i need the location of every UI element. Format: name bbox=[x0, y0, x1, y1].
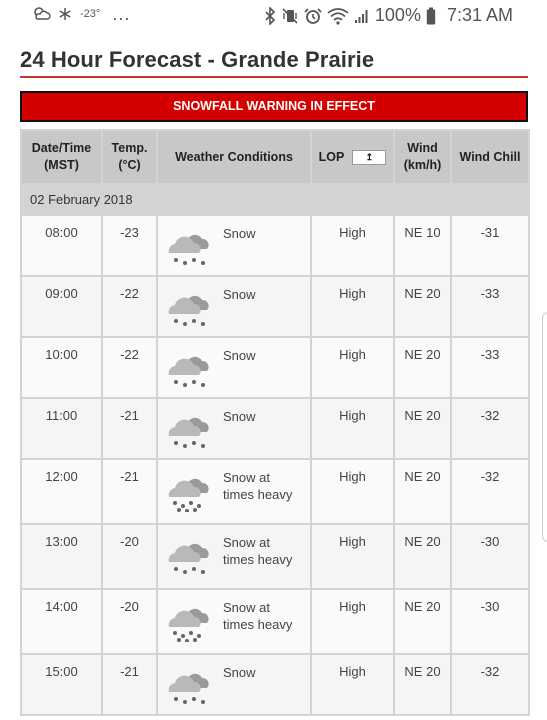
condition-text bbox=[223, 469, 292, 503]
cell-temp: -21 bbox=[102, 654, 157, 715]
snow-cloud-icon bbox=[165, 283, 211, 329]
cell-lop: High bbox=[311, 459, 394, 524]
table-row bbox=[21, 215, 529, 276]
table-row bbox=[21, 654, 529, 715]
table-row bbox=[21, 398, 529, 459]
battery-level: 100% bbox=[374, 5, 421, 25]
cell-time: 13:00 bbox=[21, 524, 102, 589]
condition-line: Snow at bbox=[223, 600, 270, 615]
cell-wind: NE 10 bbox=[394, 215, 451, 276]
cell-conditions bbox=[157, 524, 311, 589]
snowfall-warning-banner[interactable]: SNOWFALL WARNING IN EFFECT bbox=[20, 91, 528, 122]
snow-cloud-icon bbox=[165, 222, 211, 268]
cell-wind: NE 20 bbox=[394, 276, 451, 337]
alarm-icon bbox=[304, 7, 322, 25]
cell-wind-chill: -30 bbox=[451, 589, 529, 654]
condition-text bbox=[223, 225, 256, 242]
cell-time: 15:00 bbox=[21, 654, 102, 715]
header-lop: LOP ↥ bbox=[311, 130, 394, 184]
condition-line: Snow bbox=[223, 409, 256, 424]
title-divider bbox=[20, 76, 528, 78]
cell-temp: -21 bbox=[102, 398, 157, 459]
cell-time: 11:00 bbox=[21, 398, 102, 459]
cell-wind: NE 20 bbox=[394, 398, 451, 459]
table-row bbox=[21, 276, 529, 337]
date-group-row bbox=[21, 184, 529, 215]
cell-wind: NE 20 bbox=[394, 337, 451, 398]
status-temperature: -23° bbox=[80, 8, 101, 20]
table-row bbox=[21, 589, 529, 654]
forecast-table bbox=[20, 129, 530, 716]
page-title: 24 Hour Forecast - Grande Prairie bbox=[20, 47, 375, 72]
cell-wind: NE 20 bbox=[394, 589, 451, 654]
condition-line: Snow at bbox=[223, 535, 270, 550]
condition-line: Snow bbox=[223, 665, 256, 680]
header-datetime: Date/Time (MST) bbox=[21, 130, 102, 184]
cell-conditions bbox=[157, 337, 311, 398]
condition-line: times heavy bbox=[223, 617, 293, 632]
heavy-snow-cloud-icon bbox=[165, 466, 211, 512]
cell-wind-chill: -32 bbox=[451, 654, 529, 715]
cell-conditions bbox=[157, 654, 311, 715]
cell-lop: High bbox=[311, 337, 394, 398]
cell-wind-chill: -32 bbox=[451, 459, 529, 524]
cell-time: 09:00 bbox=[21, 276, 102, 337]
cell-wind-chill: -33 bbox=[451, 276, 529, 337]
header-wind-chill: Wind Chill bbox=[451, 130, 529, 184]
cell-temp: -20 bbox=[102, 524, 157, 589]
condition-line: Snow bbox=[223, 226, 256, 241]
cell-lop: High bbox=[311, 215, 394, 276]
partly-cloudy-night-icon bbox=[32, 5, 52, 23]
cell-time: 08:00 bbox=[21, 215, 102, 276]
cell-wind-chill: -31 bbox=[451, 215, 529, 276]
cell-wind: NE 20 bbox=[394, 524, 451, 589]
snow-cloud-icon bbox=[165, 344, 211, 390]
cell-wind: NE 20 bbox=[394, 459, 451, 524]
condition-text bbox=[223, 534, 292, 568]
cell-wind-chill: -32 bbox=[451, 398, 529, 459]
cell-temp: -22 bbox=[102, 337, 157, 398]
snow-cloud-icon bbox=[165, 531, 211, 577]
condition-text bbox=[223, 664, 256, 681]
cell-time: 12:00 bbox=[21, 459, 102, 524]
battery-icon bbox=[426, 7, 436, 25]
cell-lop: High bbox=[311, 524, 394, 589]
cell-temp: -21 bbox=[102, 459, 157, 524]
snowflake-icon bbox=[58, 7, 72, 21]
condition-text bbox=[223, 347, 256, 364]
cell-conditions bbox=[157, 215, 311, 276]
heavy-snow-cloud-icon bbox=[165, 596, 211, 642]
cell-lop: High bbox=[311, 398, 394, 459]
cell-temp: -20 bbox=[102, 589, 157, 654]
condition-line: Snow at bbox=[223, 470, 270, 485]
signal-icon bbox=[354, 8, 370, 24]
table-row bbox=[21, 337, 529, 398]
header-temperature: Temp. (°C) bbox=[102, 130, 157, 184]
table-header-row bbox=[21, 130, 529, 184]
cell-wind: NE 20 bbox=[394, 654, 451, 715]
cell-lop: High bbox=[311, 589, 394, 654]
cell-conditions bbox=[157, 276, 311, 337]
cell-conditions bbox=[157, 459, 311, 524]
cell-wind-chill: -30 bbox=[451, 524, 529, 589]
date-label: 02 February 2018 bbox=[21, 184, 529, 215]
cell-lop: High bbox=[311, 276, 394, 337]
clock: 7:31 AM bbox=[446, 5, 513, 25]
scroll-handle[interactable] bbox=[542, 312, 547, 542]
condition-line: Snow bbox=[223, 348, 256, 363]
vibrate-mute-icon bbox=[281, 7, 299, 25]
header-weather-conditions: Weather Conditions bbox=[157, 130, 311, 184]
table-row bbox=[21, 459, 529, 524]
condition-text bbox=[223, 408, 256, 425]
snow-cloud-icon bbox=[165, 405, 211, 451]
wifi-icon bbox=[327, 7, 349, 25]
condition-text bbox=[223, 599, 292, 633]
cell-temp: -23 bbox=[102, 215, 157, 276]
status-bar bbox=[0, 0, 547, 34]
header-wind: Wind (km/h) bbox=[394, 130, 451, 184]
cell-conditions bbox=[157, 589, 311, 654]
table-row bbox=[21, 524, 529, 589]
cell-temp: -22 bbox=[102, 276, 157, 337]
bluetooth-icon bbox=[264, 7, 276, 25]
cell-time: 10:00 bbox=[21, 337, 102, 398]
condition-line: times heavy bbox=[223, 552, 293, 567]
cell-lop: High bbox=[311, 654, 394, 715]
lop-sort-button[interactable]: ↥ bbox=[352, 150, 386, 165]
notification-overflow-icon: ... bbox=[112, 4, 131, 24]
cell-conditions bbox=[157, 398, 311, 459]
condition-line: times heavy bbox=[223, 487, 293, 502]
condition-text bbox=[223, 286, 256, 303]
cell-time: 14:00 bbox=[21, 589, 102, 654]
cell-wind-chill: -33 bbox=[451, 337, 529, 398]
snow-cloud-icon bbox=[165, 661, 211, 707]
condition-line: Snow bbox=[223, 287, 256, 302]
